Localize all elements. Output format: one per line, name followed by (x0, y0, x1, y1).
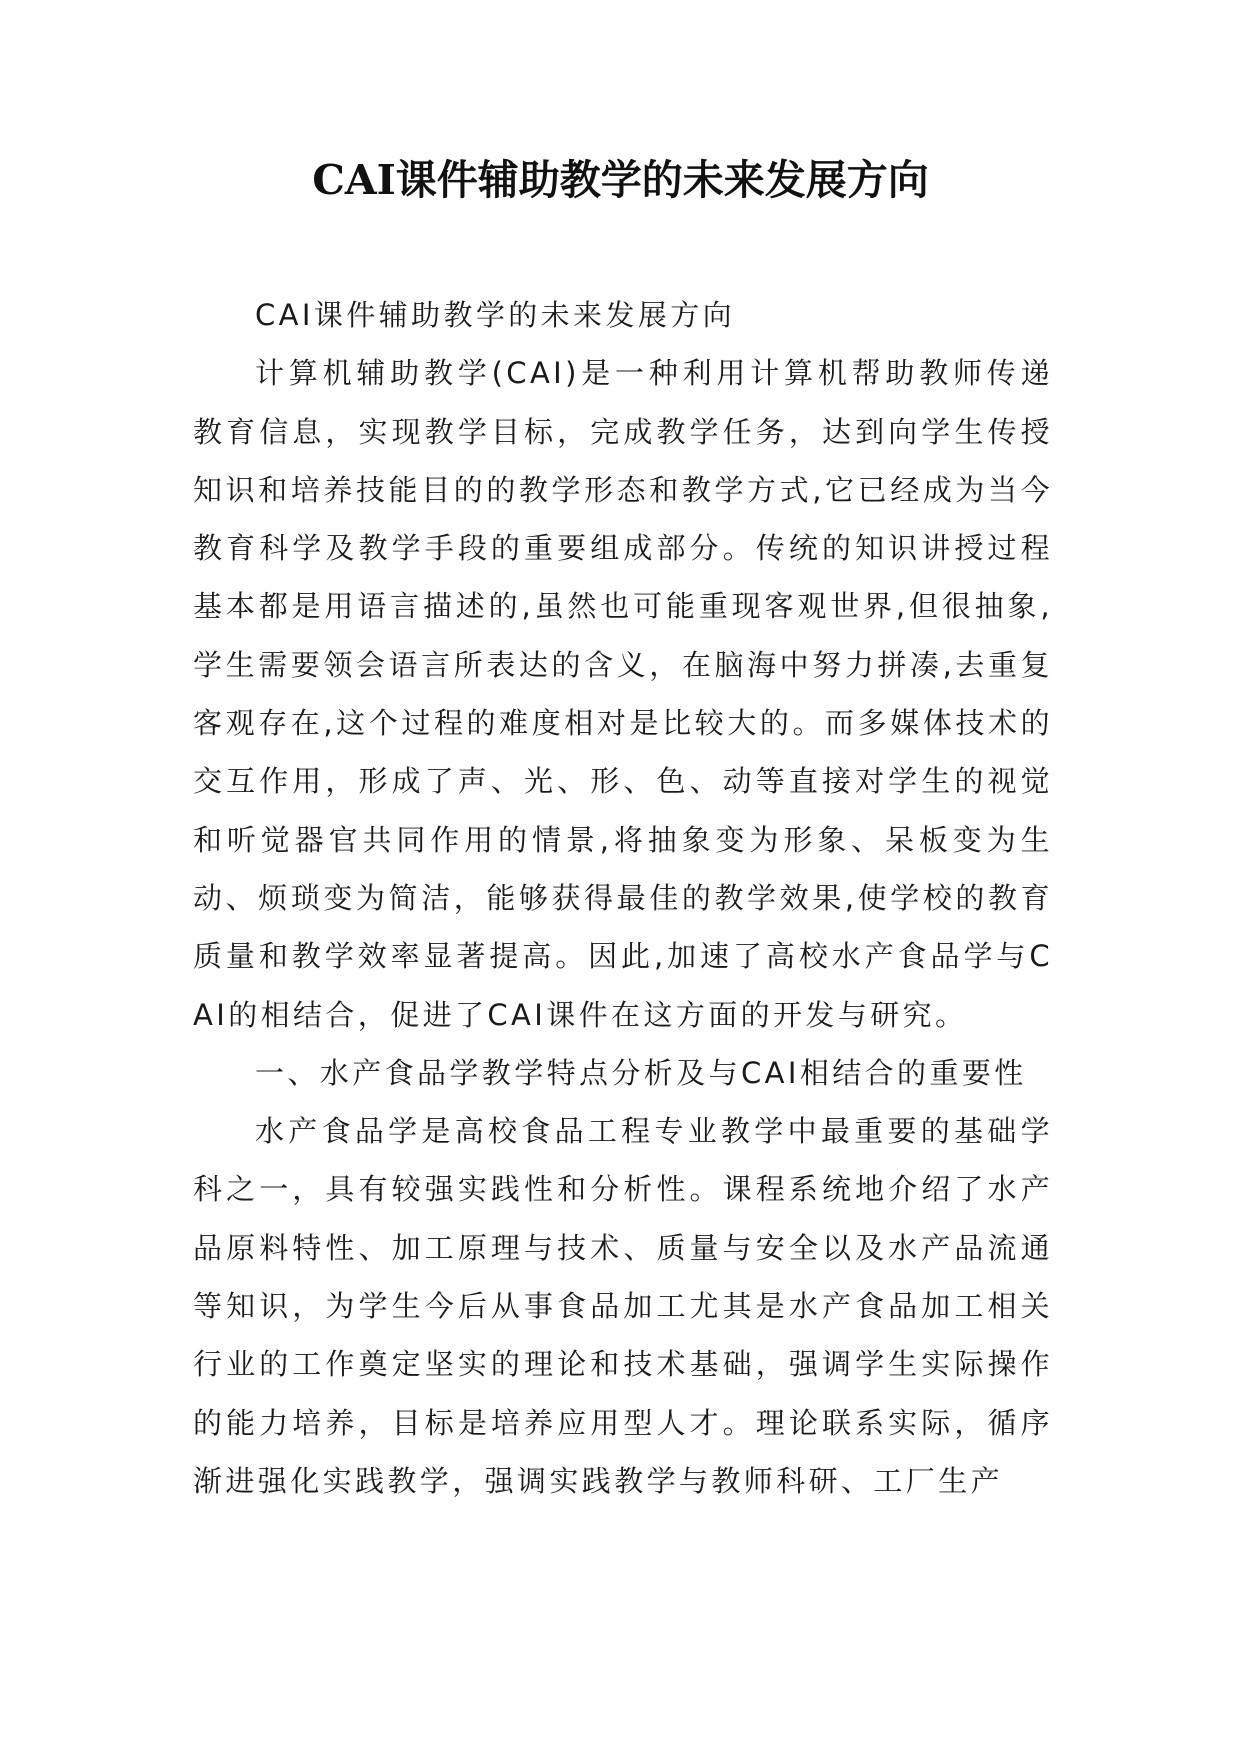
document-title: CAI课件辅助教学的未来发展方向 (312, 156, 929, 204)
intro-paragraph: 计算机辅助教学(CAI)是一种利用计算机帮助教师传递教育信息，实现教学目标，完成教学任务，达到向学生传授知识和培养技能目的的教学形态和教学方式,它已经成为当今教育科学及教学手段的重要组成部分。传统的知识讲授过程基本都是用语言描述的,虽然也可能重现客观世界,但很抽象,学生需要领会语言所表达的含义，在脑海中努力拼凑,去重复客观存在,这个过程的难度相对是比较大的。而多媒体技术的交互作用，形成了声、光、形、色、动等直接对学生的视觉和听觉器官共同作用的情景,将抽象变为形象、呆板变为生动、烦琐变为简洁，能够获得最佳的教学效果,使学校的教育质量和教学效率显著提高。因此,加速了高校水产食品学与CAI的相结合，促进了CAI课件在这方面的开发与研究。 (193, 356, 1053, 1032)
subtitle-paragraph: CAI课件辅助教学的未来发展方向 (255, 298, 736, 332)
document-body (193, 286, 1053, 1510)
section-heading: 一、水产食品学教学特点分析及与CAI相结合的重要性 (255, 1055, 1027, 1090)
section-paragraph: 水产食品学是高校食品工程专业教学中最重要的基础学科之一，具有较强实践性和分析性。课程系统地介绍了水产品原料特性、加工原理与技术、质量与安全以及水产品流通等知识，为学生今后从事食品加工尤其是水产食品加工相关行业的工作奠定坚实的理论和技术基础，强调学生实际操作的能力培养，目标是培养应用型人才。理论联系实际，循序渐进强化实践教学，强调实践教学与教师科研、工厂生产 (193, 1114, 1053, 1498)
